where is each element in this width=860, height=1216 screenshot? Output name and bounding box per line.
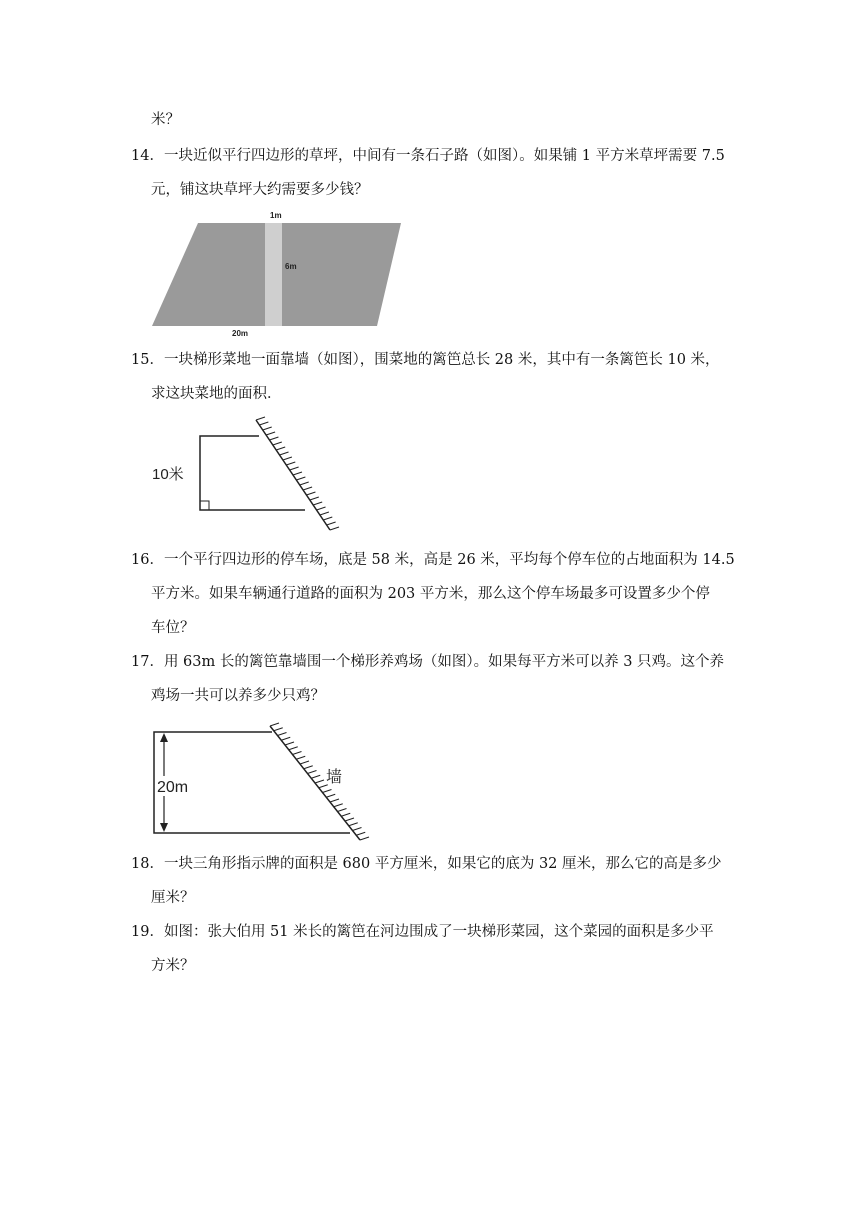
hatch-mark: [323, 790, 332, 793]
hatch-mark: [270, 723, 279, 726]
hatch-mark: [256, 417, 265, 420]
hatch-mark: [293, 472, 302, 475]
hatch-mark: [289, 747, 298, 750]
height-label: 20m: [157, 779, 189, 796]
hatch-mark: [293, 752, 302, 755]
hatch-mark: [334, 804, 343, 807]
hatch-mark: [320, 512, 329, 515]
q15-trapezoid-figure: [148, 414, 353, 536]
q17-trapezoid-figure: [148, 716, 370, 846]
stone-path: [265, 223, 282, 326]
hatch-mark: [349, 823, 358, 826]
q19-text-1: 19．如图：张大伯用 51 米长的篱笆在河边围成了一块梯形菜园，这个菜园的面积是多少平: [131, 924, 714, 940]
arrow-up-head: [160, 733, 168, 742]
hatch-mark: [330, 799, 339, 802]
hatch-mark: [296, 477, 305, 480]
hatch-mark: [263, 427, 272, 430]
q15-text-2: 求这块菜地的面积．: [151, 386, 282, 402]
hatch-mark: [323, 517, 332, 520]
hatch-mark: [306, 492, 315, 495]
q19-text-2: 方米？: [151, 958, 195, 974]
hatch-mark: [311, 775, 320, 778]
hatch-mark: [273, 442, 282, 445]
hatch-mark: [353, 828, 362, 831]
hatch-mark: [360, 837, 369, 840]
hatch-mark: [327, 522, 336, 525]
hatch-mark: [290, 467, 299, 470]
hatch-mark: [315, 780, 324, 783]
q14-text-1: 14．一块近似平行四边形的草坪，中间有一条石子路（如图）。如果铺 1 平方米草坪需要 7.5: [131, 148, 725, 164]
hatch-mark: [266, 432, 275, 435]
hatch-mark: [280, 452, 289, 455]
q15-text-1: 15．一块梯形菜地一面靠墙（如图），围菜地的篱笆总长 28 米，其中有一条篱笆长 10 米，: [131, 352, 720, 368]
wall-label: 墙: [326, 769, 343, 786]
height-label: 6m: [285, 262, 297, 271]
hatch-mark: [278, 733, 287, 736]
q17-text-2: 鸡场一共可以养多少只鸡？: [151, 688, 325, 704]
hatch-mark: [313, 502, 322, 505]
path-width-label: 1m: [270, 211, 282, 220]
hatch-mark: [303, 487, 312, 490]
hatch-mark: [274, 728, 283, 731]
wall-hatching: [256, 417, 339, 530]
hatch-mark: [345, 818, 354, 821]
arrow-down-head: [160, 823, 168, 832]
hatch-mark: [330, 527, 339, 530]
hatch-mark: [341, 813, 350, 816]
hatch-mark: [281, 737, 290, 740]
hatch-mark: [317, 507, 326, 510]
base-label: 20m: [232, 329, 249, 338]
hatch-mark: [285, 742, 294, 745]
q16-text-3: 车位？: [151, 620, 195, 636]
hatch-mark: [276, 447, 285, 450]
hatch-mark: [300, 761, 309, 764]
q18-text-1: 18．一块三角形指示牌的面积是 680 平方厘米，如果它的底为 32 厘米，那么它的高是多少: [131, 856, 722, 872]
q18-text-2: 厘米？: [151, 890, 195, 906]
side-label: 10米: [152, 466, 184, 483]
hatch-mark: [296, 756, 305, 759]
hatch-mark: [356, 832, 365, 835]
q14-text-2: 元，铺这块草坪大约需要多少钱？: [151, 182, 369, 198]
hatch-mark: [338, 809, 347, 812]
hatch-mark: [283, 457, 292, 460]
q17-text-1: 17．用 63m 长的篱笆靠墙围一个梯形养鸡场（如图）。如果每平方米可以养 3 只鸡。这个养: [131, 654, 725, 670]
hatch-mark: [310, 497, 319, 500]
q14-parallelogram-figure: [148, 206, 408, 338]
q16-text-1: 16．一个平行四边形的停车场，底是 58 米，高是 26 米，平均每个停车位的占地面积为 14.5: [131, 552, 735, 568]
right-angle-mark: [200, 501, 209, 510]
q16-text-2: 平方米。如果车辆通行道路的面积为 203 平方米，那么这个停车场最多可设置多少个停: [151, 586, 710, 602]
wall-hatching: [270, 723, 369, 840]
hatch-mark: [308, 771, 317, 774]
hatch-mark: [326, 794, 335, 797]
hatch-mark: [286, 462, 295, 465]
fence-outline: [200, 436, 305, 510]
hatch-mark: [269, 437, 278, 440]
hatch-mark: [259, 422, 268, 425]
hatch-mark: [304, 766, 313, 769]
hatch-mark: [300, 482, 309, 485]
q13-tail: 米？: [151, 112, 180, 128]
